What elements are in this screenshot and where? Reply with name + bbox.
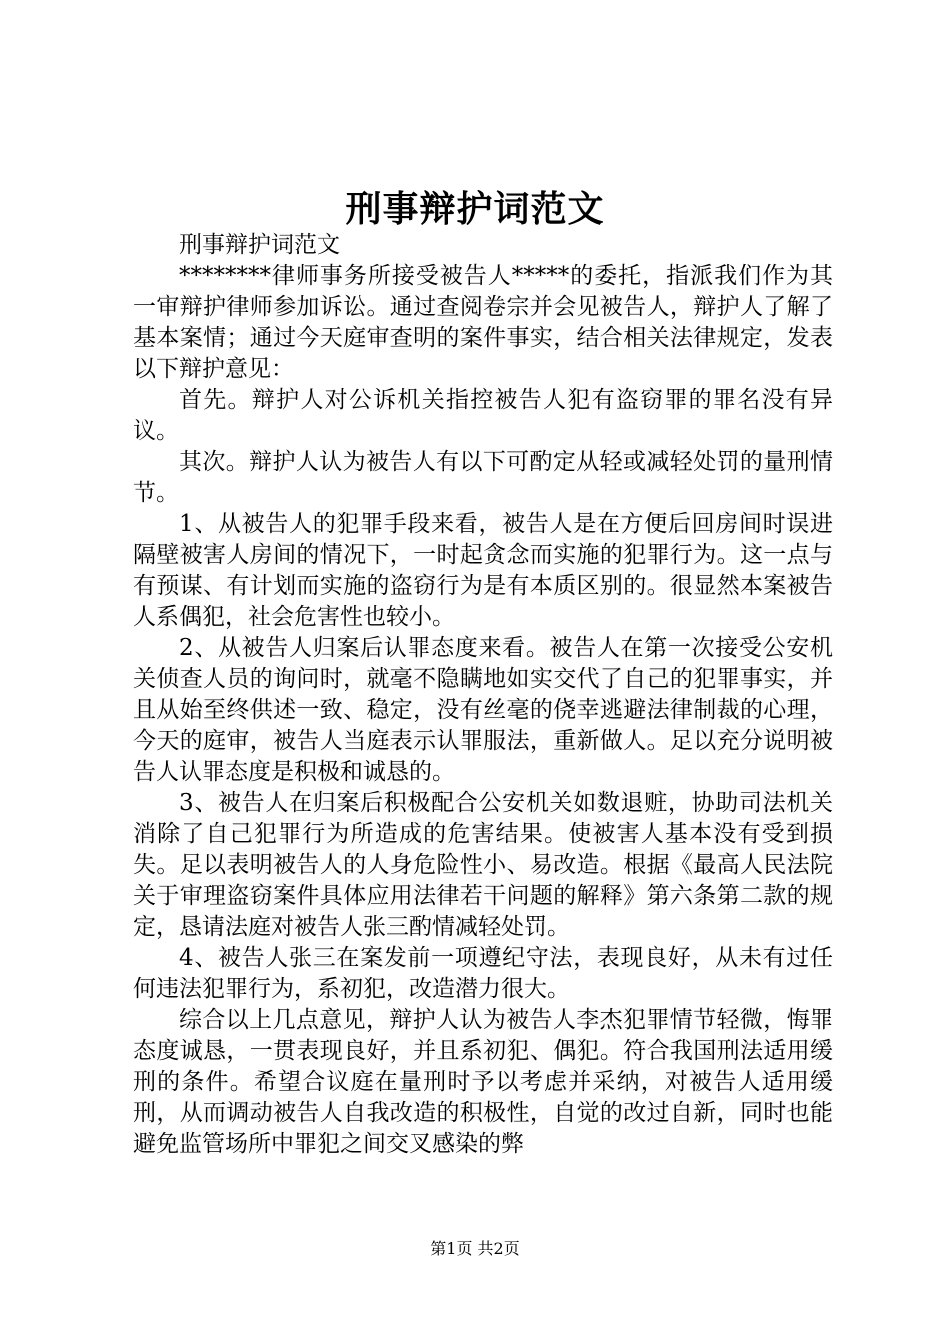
document-body [133,230,833,1160]
second-point-paragraph: 其次。辩护人认为被告人有以下可酌定从轻或减轻处罚的量刑情节。 [133,449,833,506]
first-point-paragraph: 首先。辩护人对公诉机关指控被告人犯有盗窃罪的罪名没有异议。 [133,387,833,444]
subtitle-paragraph: 刑事辩护词范文 [179,232,340,258]
circumstance-3-paragraph: 3、被告人在归案后积极配合公安机关如数退赃，协助司法机关消除了自己犯罪行为所造成的危害结果。使被害人基本没有受到损失。足以表明被告人的人身危险性小、易改造。根据《最高人民法院关于审理盗窃案件具体应用法律若干问题的解释》第六条第二款的规定，恳请法庭对被告人张三酌情减轻处罚。 [133,790,833,940]
circumstance-1-paragraph: 1、从被告人的犯罪手段来看，被告人是在方便后回房间时误进隔壁被害人房间的情况下，一时起贪念而实施的犯罪行为。这一点与有预谋、有计划而实施的盗窃行为是有本质区别的。很显然本案被告人系偶犯，社会危害性也较小。 [133,511,833,630]
circumstance-4-paragraph: 4、被告人张三在案发前一项遵纪守法，表现良好，从未有过任何违法犯罪行为，系初犯，改造潜力很大。 [133,945,833,1002]
intro-paragraph: ********律师事务所接受被告人*****的委托，指派我们作为其一审辩护律师参加诉讼。通过查阅卷宗并会见被告人，辩护人了解了基本案情；通过今天庭审查明的案件事实，结合相关法律规定，发表以下辩护意见： [133,263,833,382]
page-indicator: 第1页 共2页 [430,1239,520,1258]
conclusion-paragraph: 综合以上几点意见，辩护人认为被告人李杰犯罪情节轻微，悔罪态度诚恳，一贯表现良好，并且系初犯、偶犯。符合我国刑法适用缓刑的条件。希望合议庭在量刑时予以考虑并采纳，对被告人适用缓刑，从而调动被告人自我改造的积极性，自觉的改过自新，同时也能避免监管场所中罪犯之间交叉感染的弊 [133,1007,833,1157]
document-title: 刑事辩护词范文 [345,188,605,230]
circumstance-2-paragraph: 2、从被告人归案后认罪态度来看。被告人在第一次接受公安机关侦查人员的询问时，就毫不隐瞒地如实交代了自己的犯罪事实，并且从始至终供述一致、稳定，没有丝毫的侥幸逃避法律制裁的心理，今天的庭审，被告人当庭表示认罪服法，重新做人。足以充分说明被告人认罪态度是积极和诚恳的。 [133,635,833,785]
